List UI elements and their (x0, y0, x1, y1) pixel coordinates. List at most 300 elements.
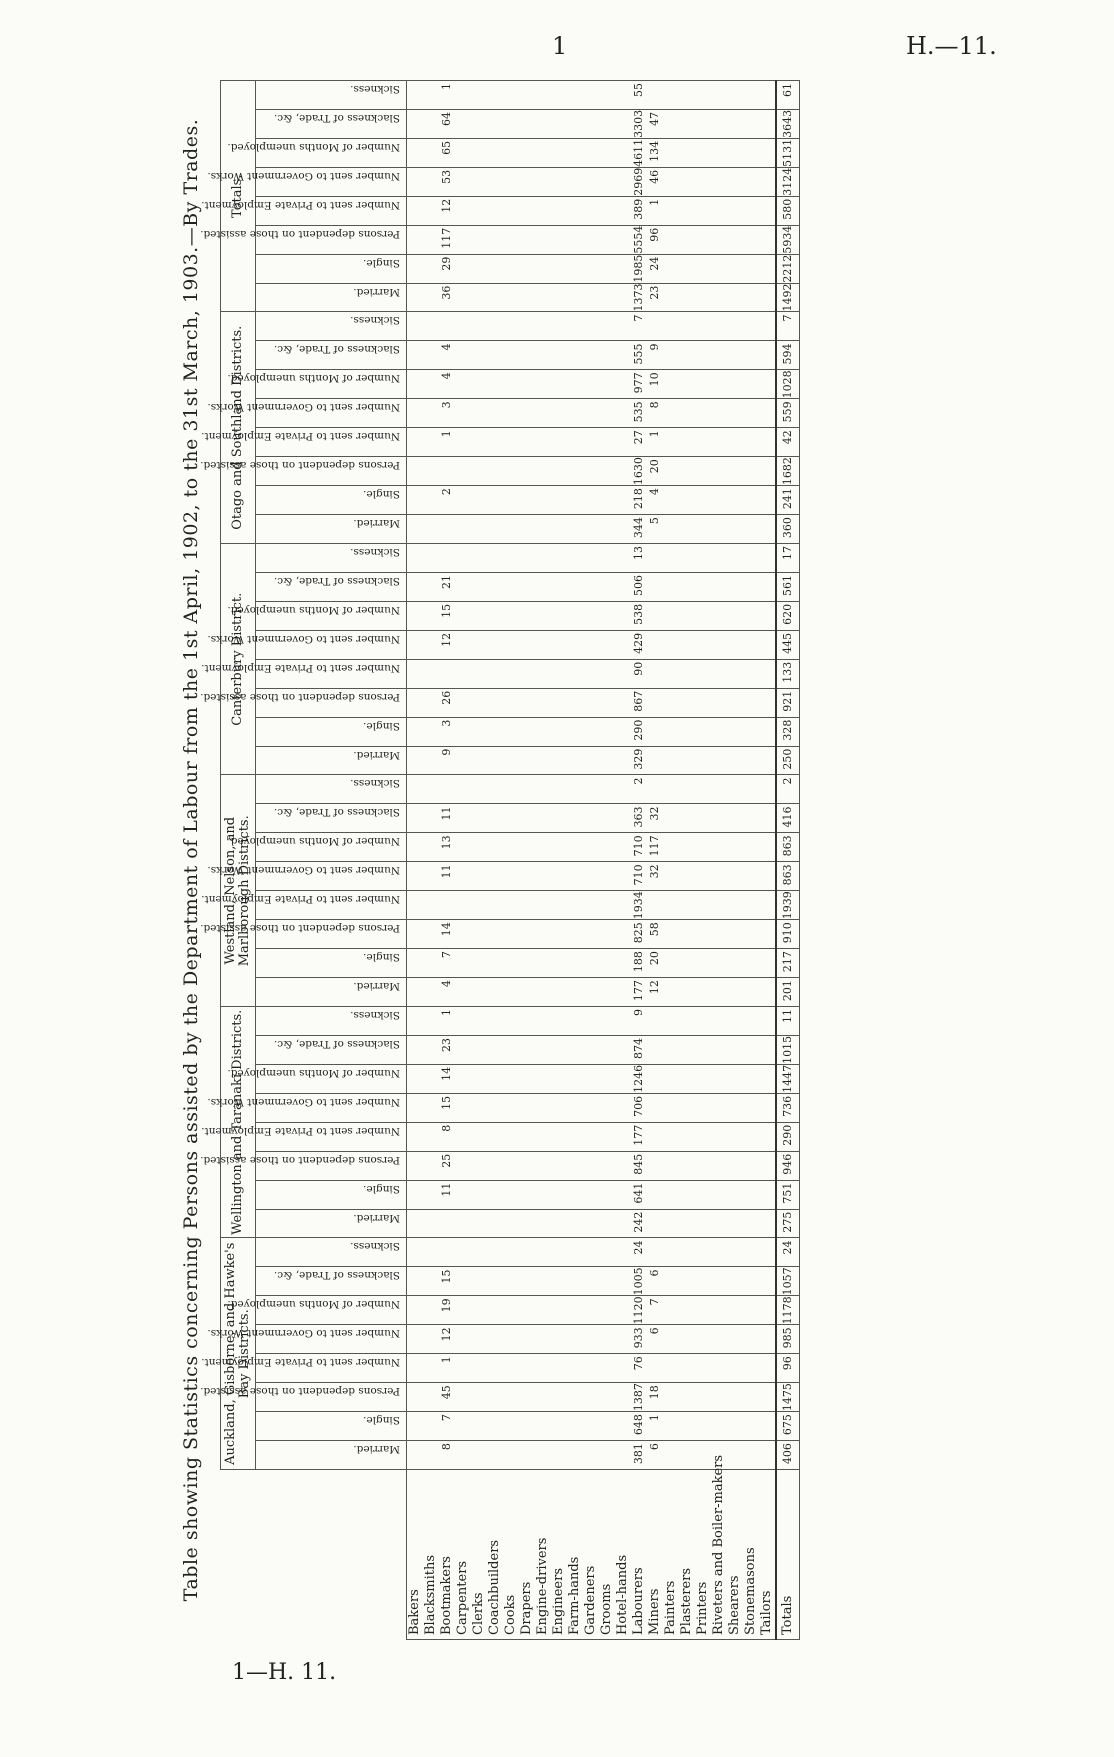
value-cell (551, 372, 567, 398)
value-cell (615, 1356, 631, 1382)
column-header (201, 1354, 407, 1383)
value-cell (519, 980, 535, 1006)
value-cell (663, 662, 679, 688)
value-cell (407, 286, 423, 312)
trade-label: Hotel-hands (615, 1554, 630, 1635)
value-cell (455, 980, 471, 1006)
value-cell (599, 546, 615, 572)
value-cell (711, 951, 727, 977)
value-cell (743, 1096, 759, 1122)
corner-cell (221, 1470, 407, 1640)
trade-label: Plasterers (679, 1567, 694, 1635)
value-column (407, 688, 777, 717)
value-cell (663, 1096, 679, 1122)
value-cell (663, 1125, 679, 1151)
total-cell: 133 (776, 659, 800, 688)
value-cell: 11 (440, 864, 453, 879)
value-column (407, 167, 777, 196)
value-cell (759, 1183, 775, 1209)
value-cell (551, 170, 567, 196)
value-cell (503, 662, 519, 688)
value-cell (759, 1241, 775, 1267)
value-cell (679, 1125, 695, 1151)
value-column (407, 399, 777, 428)
column-header-label: Sickness. (350, 1008, 400, 1021)
value-cell: 7 (440, 951, 453, 959)
value-cell: 363 (632, 806, 645, 828)
value-cell (743, 1414, 759, 1440)
value-cell (423, 1385, 439, 1411)
value-cell (583, 488, 599, 514)
total-cell: 1447 (776, 1064, 800, 1093)
value-cell (567, 1125, 583, 1151)
value-cell (647, 575, 663, 601)
value-cell (551, 1183, 567, 1209)
value-cell (599, 1038, 615, 1064)
value-cell (679, 372, 695, 398)
value-cell (471, 488, 487, 514)
value-cell (487, 951, 503, 977)
table-title: Table showing Statistics concerning Persons assisted by the Department of Labour from the 1st April, 1902, to the 31st March, 1903.—By Trades. (180, 118, 202, 1602)
value-cell (487, 170, 503, 196)
value-cell (759, 343, 775, 369)
value-cell (695, 459, 711, 485)
column-header-label: Number sent to Government Works. (207, 1327, 400, 1340)
column-header-label: Married. (353, 980, 400, 993)
value-cell (503, 1067, 519, 1093)
total-cell: 1492 (776, 283, 800, 312)
value-cell (599, 604, 615, 630)
value-cell: 825 (632, 922, 645, 944)
value-cell (487, 1269, 503, 1295)
total-cell: 751 (776, 1180, 800, 1209)
value-cell (487, 575, 503, 601)
value-cell: 1 (440, 83, 453, 90)
column-header (201, 1122, 407, 1151)
value-cell (503, 228, 519, 254)
value-cell (647, 1356, 663, 1382)
total-cell: 559 (776, 399, 800, 428)
value-cell (487, 720, 503, 746)
value-cell: 1387 (632, 1383, 645, 1412)
value-cell (743, 980, 759, 1006)
value-cell (583, 546, 599, 572)
value-cell (535, 315, 551, 341)
value-cell: 15 (440, 1269, 453, 1284)
value-cell (743, 459, 759, 485)
column-header (200, 1151, 407, 1180)
value-cell (743, 1154, 759, 1180)
column-header (200, 1383, 407, 1412)
value-cell (759, 1009, 775, 1035)
value-cell (551, 199, 567, 225)
value-cell (727, 1154, 743, 1180)
value-cell (487, 691, 503, 717)
value-cell (423, 951, 439, 977)
value-cell (679, 778, 695, 804)
value-cell (567, 1327, 583, 1353)
value-cell (599, 922, 615, 948)
value-cell (663, 1269, 679, 1295)
value-cell (663, 315, 679, 341)
value-cell (551, 691, 567, 717)
value-cell (599, 315, 615, 341)
value-cell (487, 1327, 503, 1353)
value-cell (743, 604, 759, 630)
value-cell (503, 893, 519, 919)
value-cell (599, 228, 615, 254)
value-cell (743, 1038, 759, 1064)
value-cell (727, 980, 743, 1006)
value-cell (711, 922, 727, 948)
value-cell (567, 691, 583, 717)
value-column (407, 486, 777, 515)
column-header (256, 1007, 407, 1036)
value-cell (455, 806, 471, 832)
value-cell (551, 1009, 567, 1035)
value-cell (743, 922, 759, 948)
value-cell (599, 1269, 615, 1295)
value-cell (503, 951, 519, 977)
value-cell (759, 980, 775, 1006)
value-cell (615, 1298, 631, 1324)
value-cell (727, 835, 743, 861)
value-column (407, 833, 777, 862)
value-cell (407, 1212, 423, 1238)
value-cell (695, 633, 711, 659)
value-cell (583, 112, 599, 138)
value-cell (695, 1269, 711, 1295)
value-cell (615, 1443, 631, 1469)
total-cell: 241 (776, 486, 800, 515)
value-cell (423, 835, 439, 861)
value-cell (407, 1154, 423, 1180)
value-cell (423, 112, 439, 138)
value-cell (487, 864, 503, 890)
value-cell (487, 922, 503, 948)
total-cell: 290 (776, 1122, 800, 1151)
value-cell (487, 893, 503, 919)
value-cell (743, 835, 759, 861)
value-cell (487, 749, 503, 775)
value-cell (455, 1443, 471, 1469)
value-cell (615, 922, 631, 948)
value-cell (695, 1241, 711, 1267)
value-cell: 5 (648, 517, 661, 525)
value-cell (695, 1125, 711, 1151)
value-cell (615, 546, 631, 572)
value-cell (487, 315, 503, 341)
value-cell (551, 228, 567, 254)
value-cell (519, 488, 535, 514)
value-cell (503, 778, 519, 804)
value-cell (615, 749, 631, 775)
value-cell (647, 691, 663, 717)
value-cell (583, 1298, 599, 1324)
value-cell (695, 864, 711, 890)
value-cell: 4 (440, 980, 453, 988)
value-cell (583, 922, 599, 948)
value-cell (711, 372, 727, 398)
value-cell (711, 806, 727, 832)
value-cell (535, 286, 551, 312)
trade-label: Coachbuilders (487, 1539, 502, 1635)
trade-label: Painters (663, 1580, 678, 1635)
value-cell (535, 1241, 551, 1267)
value-cell (743, 372, 759, 398)
value-cell (583, 343, 599, 369)
value-cell (695, 1443, 711, 1469)
value-cell (727, 893, 743, 919)
value-cell (599, 1385, 615, 1411)
column-header (256, 341, 407, 370)
value-cell (711, 1356, 727, 1382)
value-cell (743, 199, 759, 225)
value-cell (455, 459, 471, 485)
value-cell (455, 1269, 471, 1295)
value-cell (519, 1298, 535, 1324)
value-cell (567, 315, 583, 341)
value-cell (487, 1298, 503, 1324)
value-cell (567, 864, 583, 890)
value-cell (711, 199, 727, 225)
value-cell (503, 517, 519, 543)
column-header-label: Married. (353, 517, 400, 530)
value-cell (759, 1414, 775, 1440)
value-cell (423, 1067, 439, 1093)
value-cell (535, 83, 551, 109)
value-cell (407, 1327, 423, 1353)
value-cell (535, 1154, 551, 1180)
value-cell: 23 (648, 285, 661, 300)
value-cell (407, 720, 423, 746)
value-cell: 11 (440, 1182, 453, 1197)
value-cell (759, 315, 775, 341)
value-cell (535, 430, 551, 456)
value-cell (679, 1067, 695, 1093)
value-cell (663, 806, 679, 832)
value-cell (663, 286, 679, 312)
value-cell (503, 1009, 519, 1035)
value-cell: 117 (648, 835, 661, 857)
value-cell (663, 228, 679, 254)
value-cell (535, 141, 551, 167)
value-cell (471, 1414, 487, 1440)
value-cell (583, 1241, 599, 1267)
trade-label: Clerks (471, 1592, 486, 1635)
value-cell (503, 633, 519, 659)
value-cell (471, 286, 487, 312)
value-cell (551, 662, 567, 688)
value-cell (535, 1096, 551, 1122)
value-cell (695, 170, 711, 196)
value-cell (471, 459, 487, 485)
value-cell (519, 835, 535, 861)
value-cell (663, 835, 679, 861)
value-cell (407, 257, 423, 283)
value-cell (535, 1067, 551, 1093)
value-cell (711, 575, 727, 601)
value-cell (423, 228, 439, 254)
value-cell (663, 1298, 679, 1324)
value-cell (455, 488, 471, 514)
value-cell (647, 1009, 663, 1035)
value-cell (743, 575, 759, 601)
value-cell (471, 372, 487, 398)
value-cell (503, 343, 519, 369)
value-cell (695, 1154, 711, 1180)
value-cell: 648 (632, 1414, 645, 1436)
value-cell (695, 1067, 711, 1093)
value-cell (599, 1414, 615, 1440)
value-cell (519, 141, 535, 167)
value-cell (487, 372, 503, 398)
value-cell (551, 257, 567, 283)
column-header-label: Number sent to Government Works. (207, 1095, 400, 1108)
value-cell (503, 835, 519, 861)
value-cell (455, 1241, 471, 1267)
value-cell (647, 1038, 663, 1064)
value-cell (599, 835, 615, 861)
value-cell (471, 778, 487, 804)
trade-label: Miners (647, 1588, 662, 1635)
value-cell (647, 83, 663, 109)
value-cell (471, 691, 487, 717)
value-cell (567, 951, 583, 977)
column-header (256, 544, 407, 573)
trade-label: Tailors (759, 1590, 774, 1635)
value-cell (727, 951, 743, 977)
value-cell (583, 575, 599, 601)
value-cell (727, 141, 743, 167)
value-cell (599, 662, 615, 688)
value-cell (615, 1009, 631, 1035)
value-cell (711, 517, 727, 543)
value-cell: 7 (632, 314, 645, 322)
value-cell (679, 488, 695, 514)
value-cell (711, 1385, 727, 1411)
value-cell (487, 1183, 503, 1209)
value-cell (519, 112, 535, 138)
value-cell (599, 199, 615, 225)
value-cell (695, 488, 711, 514)
value-cell (727, 1356, 743, 1382)
value-cell (407, 1038, 423, 1064)
column-header (256, 283, 407, 312)
value-cell (455, 633, 471, 659)
column-header (201, 428, 407, 457)
value-cell (711, 83, 727, 109)
value-cell (743, 488, 759, 514)
value-cell (711, 778, 727, 804)
value-cell (647, 1096, 663, 1122)
value-cell (407, 806, 423, 832)
value-cell (695, 749, 711, 775)
value-cell (503, 315, 519, 341)
total-cell: 2 (776, 775, 800, 804)
value-cell (471, 604, 487, 630)
value-cell: 15 (440, 603, 453, 618)
value-cell (711, 1269, 727, 1295)
value-cell (679, 199, 695, 225)
value-cell (423, 488, 439, 514)
value-cell (535, 951, 551, 977)
value-cell (487, 1385, 503, 1411)
value-cell (615, 691, 631, 717)
value-cell (759, 112, 775, 138)
value-cell (759, 806, 775, 832)
value-cell (471, 922, 487, 948)
value-cell: 9 (648, 343, 661, 351)
value-cell (423, 1154, 439, 1180)
value-cell (743, 720, 759, 746)
value-cell (663, 1241, 679, 1267)
value-column (407, 457, 777, 486)
value-cell (663, 893, 679, 919)
value-cell (583, 749, 599, 775)
value-cell (743, 228, 759, 254)
value-cell (743, 1385, 759, 1411)
value-cell: 555 (632, 343, 645, 365)
value-cell (567, 835, 583, 861)
value-cell (567, 1269, 583, 1295)
value-cell (583, 1327, 599, 1353)
value-cell (663, 546, 679, 572)
value-cell (727, 517, 743, 543)
value-cell: 55 (632, 83, 645, 97)
value-cell (615, 343, 631, 369)
value-cell (471, 228, 487, 254)
value-cell: 867 (632, 690, 645, 712)
value-cell (455, 951, 471, 977)
value-column (407, 109, 777, 138)
value-column (407, 544, 777, 573)
value-cell (599, 1327, 615, 1353)
total-cell: 445 (776, 630, 800, 659)
value-cell (551, 720, 567, 746)
value-cell (423, 749, 439, 775)
value-cell (407, 1385, 423, 1411)
column-header-label: Married. (353, 748, 400, 761)
value-cell (503, 257, 519, 283)
column-header-label: Number of Months unemployed. (227, 372, 400, 385)
value-cell (599, 488, 615, 514)
value-cell (519, 1067, 535, 1093)
value-cell (503, 83, 519, 109)
value-cell (439, 546, 455, 572)
value-cell (487, 1096, 503, 1122)
value-cell (567, 1096, 583, 1122)
value-cell (407, 922, 423, 948)
value-cell (695, 112, 711, 138)
value-cell (711, 720, 727, 746)
value-cell (663, 257, 679, 283)
value-cell (759, 749, 775, 775)
value-cell (695, 835, 711, 861)
value-cell (439, 517, 455, 543)
value-cell (759, 83, 775, 109)
column-header-label: Sickness. (350, 777, 400, 790)
value-cell (535, 228, 551, 254)
value-cell (423, 517, 439, 543)
page-number: 1 (552, 32, 568, 60)
value-cell (743, 691, 759, 717)
value-cell (551, 401, 567, 427)
value-cell (599, 517, 615, 543)
value-cell (423, 141, 439, 167)
value-cell (455, 257, 471, 283)
value-cell (583, 1067, 599, 1093)
